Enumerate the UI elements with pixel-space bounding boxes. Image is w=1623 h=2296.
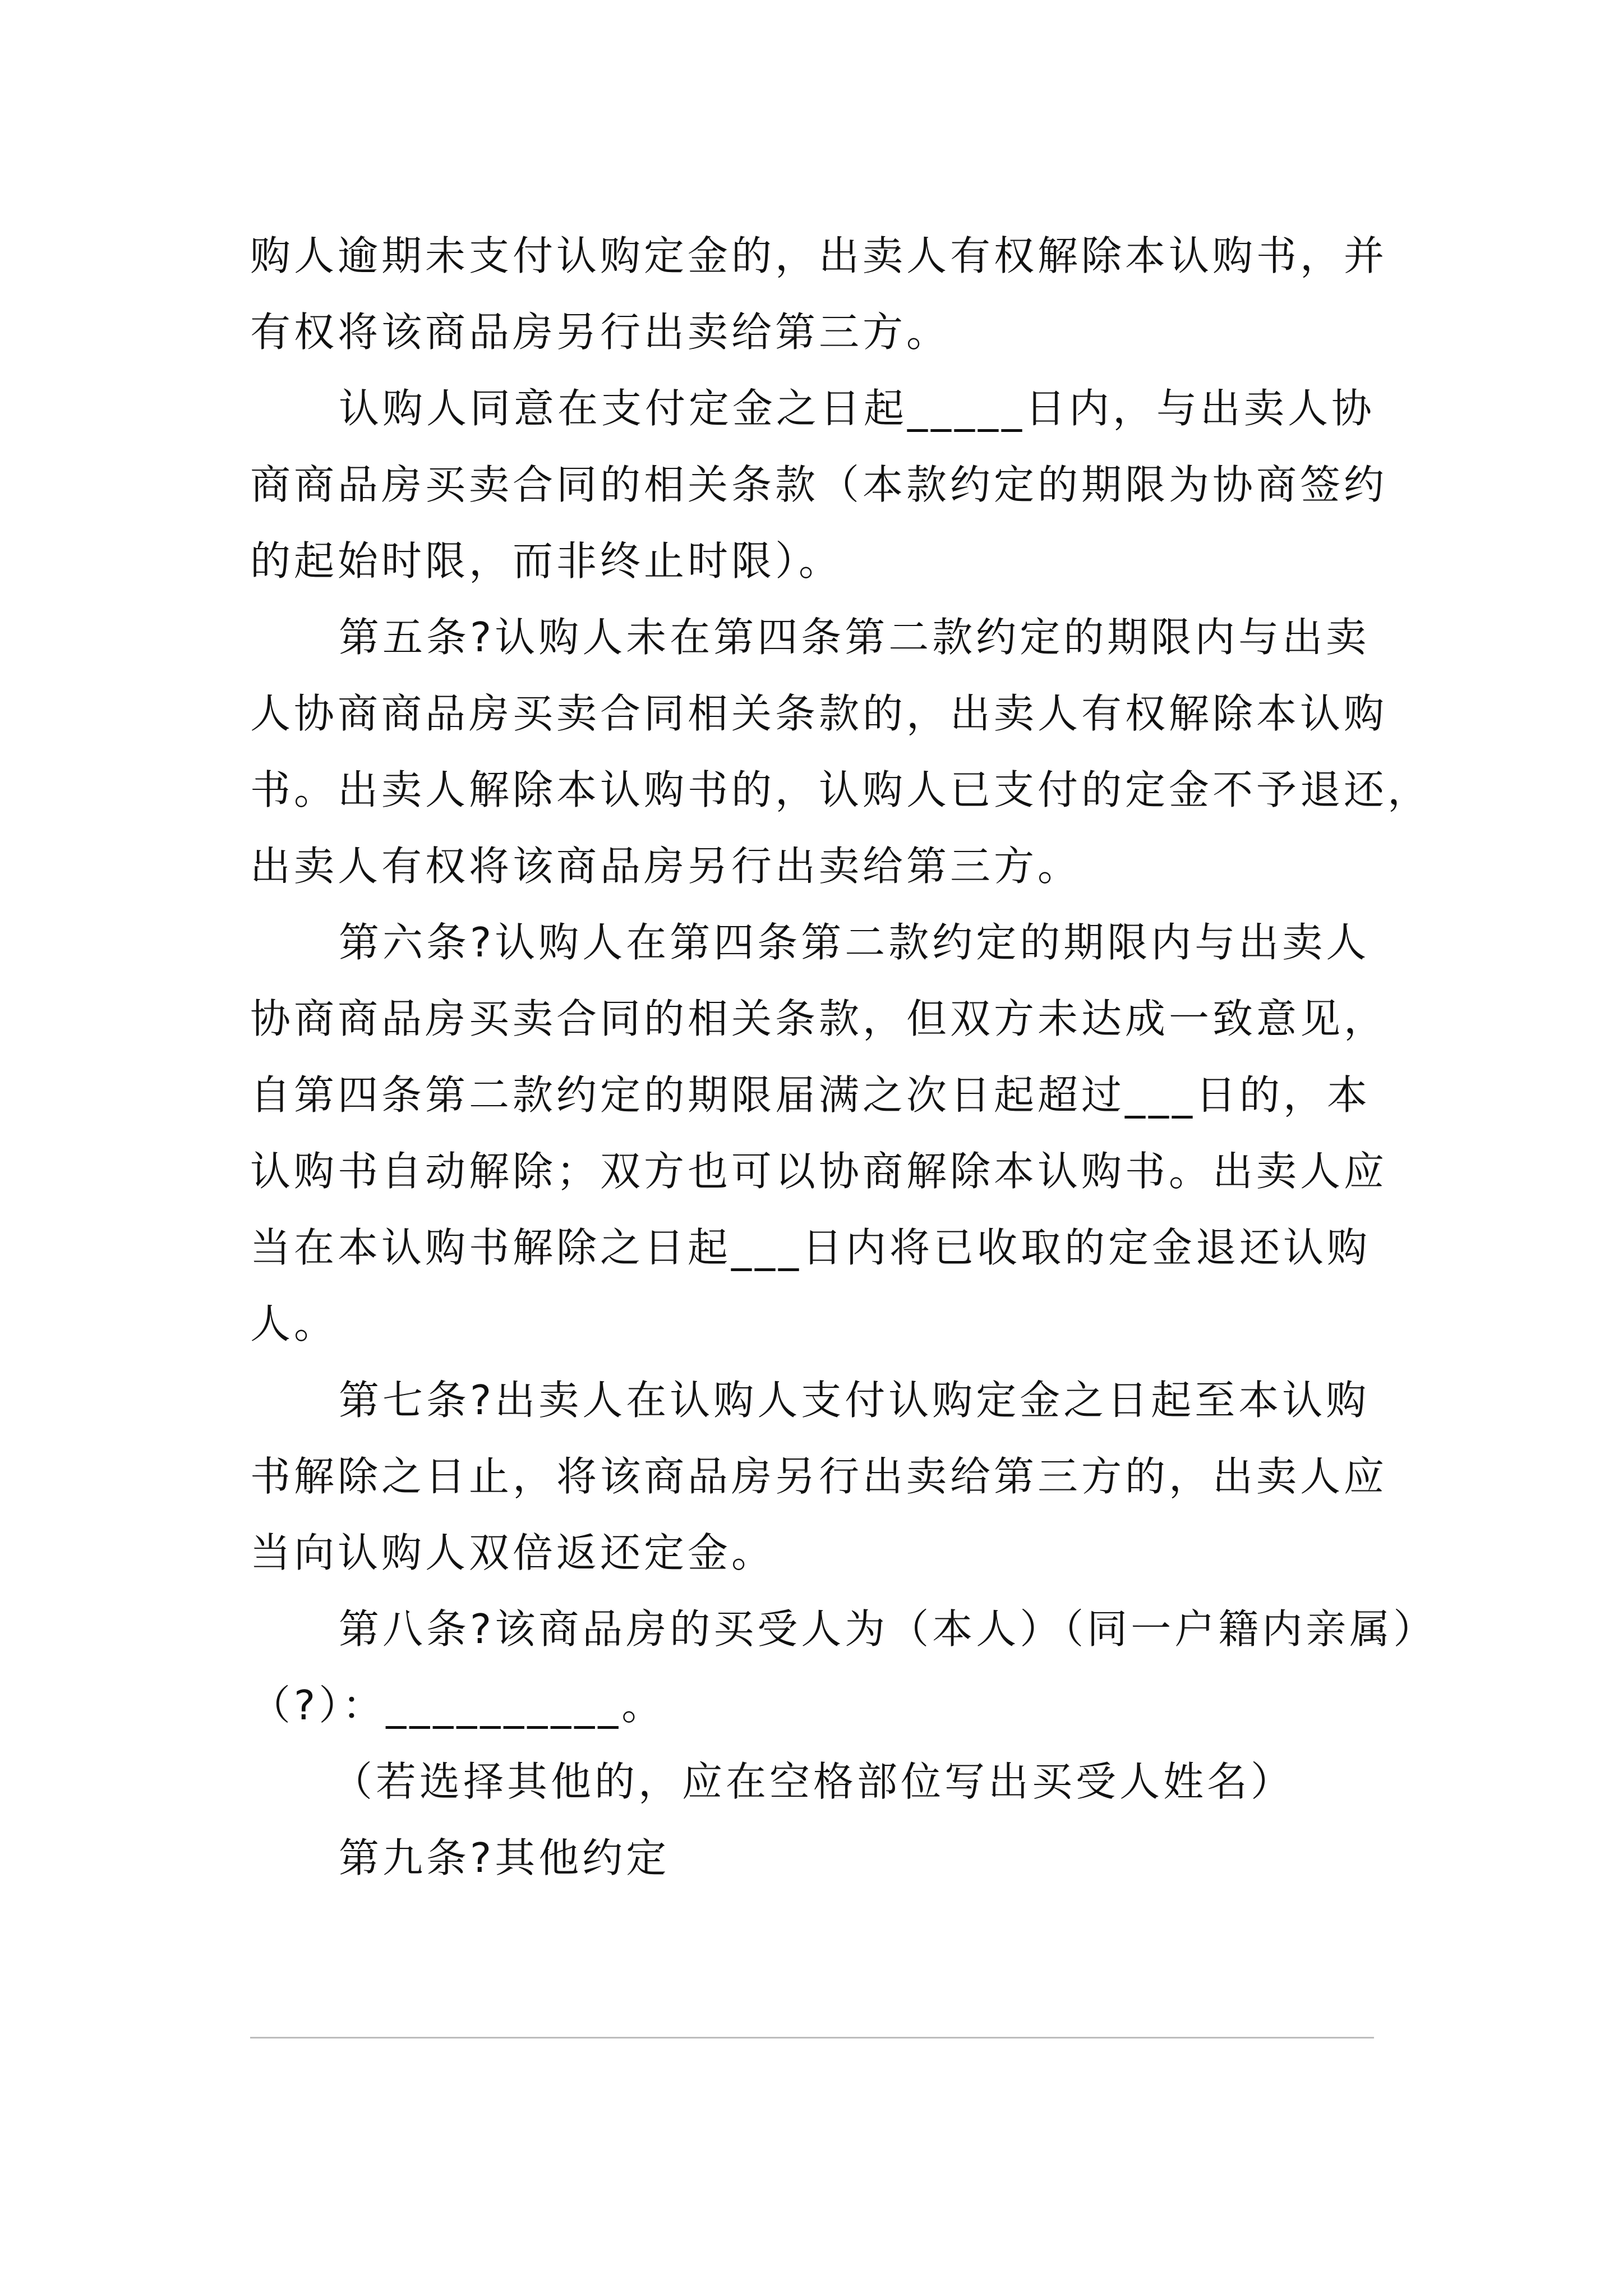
- text-line-6: 第五条?认购人未在第四条第二款约定的期限内与出卖: [339, 614, 1370, 661]
- text-line-21: （若选择其他的，应在空格部位写出买受人姓名）: [332, 1758, 1295, 1805]
- text-line-10: 第六条?认购人在第四条第二款约定的期限内与出卖人: [339, 919, 1370, 966]
- document-body: [250, 218, 1437, 1896]
- footer-divider: [250, 2037, 1374, 2039]
- text-line-11: 协商商品房买卖合同的相关条款，但双方未达成一致意见，: [250, 995, 1388, 1042]
- text-line-4: 商商品房买卖合同的相关条款（本款约定的期限为协商签约: [250, 461, 1388, 508]
- text-line-1: 购人逾期未支付认购定金的，出卖人有权解除本认购书，并: [250, 232, 1388, 279]
- text-line-13: 认购书自动解除；双方也可以协商解除本认购书。出卖人应: [250, 1148, 1388, 1195]
- text-line-8: 书。出卖人解除本认购书的，认购人已支付的定金不予退还，: [250, 766, 1432, 813]
- text-line-16: 第七条?出卖人在认购人支付认购定金之日起至本认购: [339, 1377, 1370, 1424]
- text-line-20: （?）：__________。: [250, 1682, 666, 1729]
- text-line-18: 当向认购人双倍返还定金。: [250, 1529, 776, 1576]
- text-line-22: 第九条?其他约定: [339, 1834, 670, 1881]
- text-line-19: 第八条?该商品房的买受人为（本人）（同一户籍内亲属）: [339, 1605, 1437, 1653]
- text-line-7: 人协商商品房买卖合同相关条款的，出卖人有权解除本认购: [250, 690, 1388, 737]
- text-line-14: 当在本认购书解除之日起___日内将已收取的定金退还认购: [250, 1224, 1371, 1271]
- text-line-17: 书解除之日止，将该商品房另行出卖给第三方的，出卖人应: [250, 1453, 1388, 1500]
- text-line-15: 人。: [250, 1300, 338, 1347]
- text-line-3: 认购人同意在支付定金之日起_____日内，与出卖人协: [339, 385, 1376, 432]
- text-line-12: 自第四条第二款约定的期限届满之次日起超过___日的，本: [250, 1071, 1371, 1119]
- text-line-2: 有权将该商品房另行出卖给第三方。: [250, 309, 951, 356]
- text-line-5: 的起始时限，而非终止时限）。: [250, 537, 843, 585]
- text-line-9: 出卖人有权将该商品房另行出卖给第三方。: [250, 843, 1082, 890]
